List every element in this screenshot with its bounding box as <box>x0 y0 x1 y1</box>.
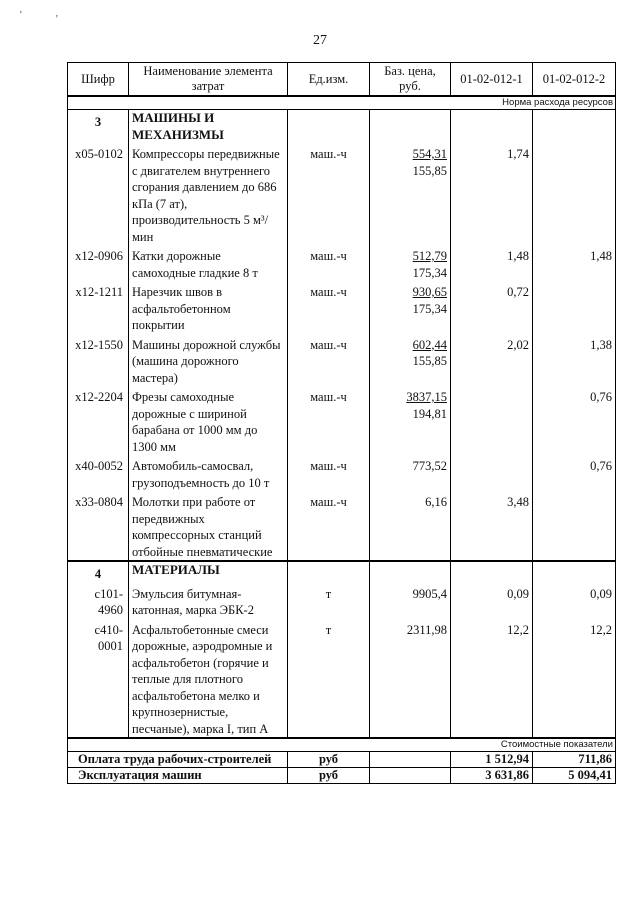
summary-value-col2: 711,86 <box>533 752 616 768</box>
row-value-col2 <box>533 143 616 245</box>
row-code: с410-0001 <box>68 619 129 739</box>
row-name: Автомобиль-самосвал, грузоподъемность до 10 т <box>129 455 288 491</box>
summary-row <box>68 752 616 768</box>
row-value-col1: 12,2 <box>451 619 533 739</box>
row-value-col2: 1,48 <box>533 245 616 281</box>
empty-cell <box>288 561 370 583</box>
row-name: Нарезчик швов в асфальтобетонном покрытии <box>129 281 288 334</box>
table-row <box>68 583 616 619</box>
section-title: МАШИНЫ И МЕХАНИЗМЫ <box>129 110 288 144</box>
section-number: 4 <box>68 561 129 583</box>
table-header-row <box>68 63 616 97</box>
row-name: Фрезы самоходные дорожные с шириной барабана от 1000 мм до 1300 мм <box>129 386 288 455</box>
row-price: 2311,98 <box>406 622 447 637</box>
summary-value-col1: 1 512,94 <box>451 752 533 768</box>
summary-unit: руб <box>288 768 370 784</box>
page-number: 27 <box>313 33 327 48</box>
table-row <box>68 143 616 245</box>
row-value-col1: 0,09 <box>451 583 533 619</box>
row-price-secondary: 175,34 <box>412 265 447 280</box>
row-code: х05-0102 <box>68 143 129 245</box>
row-value-col1 <box>451 386 533 455</box>
cost-caption-row <box>68 738 616 752</box>
row-name: Катки дорожные самоходные гладкие 8 т <box>129 245 288 281</box>
header-col1: 01-02-012-1 <box>451 63 533 97</box>
row-value-col1: 0,72 <box>451 281 533 334</box>
row-value-col2: 0,09 <box>533 583 616 619</box>
table-row <box>68 386 616 455</box>
empty-cell <box>370 110 451 144</box>
table-row <box>68 491 616 561</box>
summary-value-col2: 5 094,41 <box>533 768 616 784</box>
corner-mark: ' <box>56 14 58 25</box>
table-row <box>68 455 616 491</box>
row-code: х12-1211 <box>68 281 129 334</box>
resource-table <box>67 62 616 784</box>
row-price-secondary: 194,81 <box>412 406 447 421</box>
row-price: 6,16 <box>425 495 447 509</box>
cost-caption: Стоимостные показатели <box>68 738 616 752</box>
row-name: Машины дорожной службы (машина дорожного мастера) <box>129 334 288 387</box>
corner-mark: ' <box>20 10 22 21</box>
row-code: х33-0804 <box>68 491 129 561</box>
row-code: х40-0052 <box>68 455 129 491</box>
price-cell <box>370 583 451 619</box>
table-row <box>68 245 616 281</box>
row-code: с101-4960 <box>68 583 129 619</box>
price-cell <box>370 143 451 245</box>
row-code: х12-1550 <box>68 334 129 387</box>
empty-cell <box>533 110 616 144</box>
row-code: х12-0906 <box>68 245 129 281</box>
header-price: Баз. цена, руб. <box>370 63 451 97</box>
header-unit: Ед.изм. <box>288 63 370 97</box>
section-header-row <box>68 110 616 144</box>
empty-cell <box>370 752 451 768</box>
row-unit: маш.-ч <box>288 386 370 455</box>
row-unit: маш.-ч <box>288 334 370 387</box>
section-title: МАТЕРИАЛЫ <box>129 561 288 583</box>
summary-label: Эксплуатация машин <box>68 768 288 784</box>
empty-cell <box>451 110 533 144</box>
row-price: 9905,4 <box>412 586 447 601</box>
row-unit: маш.-ч <box>288 455 370 491</box>
row-value-col2: 0,76 <box>533 386 616 455</box>
row-unit: т <box>288 583 370 619</box>
norm-caption: Норма расхода ресурсов <box>68 96 616 110</box>
row-price: 602,44 <box>412 337 447 352</box>
row-value-col2: 0,76 <box>533 455 616 491</box>
row-value-col2: 1,38 <box>533 334 616 387</box>
row-unit: маш.-ч <box>288 143 370 245</box>
row-value-col1 <box>451 455 533 491</box>
section-number: 3 <box>68 110 129 144</box>
row-value-col2: 12,2 <box>533 619 616 739</box>
row-value-col1: 2,02 <box>451 334 533 387</box>
row-price: 3837,15 <box>406 390 447 404</box>
row-price: 930,65 <box>412 285 447 299</box>
price-cell <box>370 386 451 455</box>
summary-value-col1: 3 631,86 <box>451 768 533 784</box>
row-price: 554,31 <box>412 147 447 161</box>
norm-caption-row <box>68 96 616 110</box>
price-cell <box>370 334 451 387</box>
row-value-col2 <box>533 281 616 334</box>
row-value-col1: 1,74 <box>451 143 533 245</box>
summary-row <box>68 768 616 784</box>
row-unit: маш.-ч <box>288 491 370 561</box>
header-col2: 01-02-012-2 <box>533 63 616 97</box>
header-name: Наименование элемента затрат <box>129 63 288 97</box>
row-price-secondary: 175,34 <box>412 301 447 316</box>
row-unit: маш.-ч <box>288 281 370 334</box>
table-row <box>68 281 616 334</box>
summary-label: Оплата труда рабочих-строителей <box>68 752 288 768</box>
empty-cell <box>451 561 533 583</box>
row-value-col1: 3,48 <box>451 491 533 561</box>
price-cell <box>370 619 451 739</box>
row-unit: т <box>288 619 370 739</box>
row-value-col1: 1,48 <box>451 245 533 281</box>
header-code: Шифр <box>68 63 129 97</box>
row-price-secondary: 155,85 <box>412 163 447 178</box>
price-cell <box>370 491 451 561</box>
section-header-row <box>68 561 616 583</box>
row-name: Молотки при работе от передвижных компрессорных станций отбойные пневматические <box>129 491 288 561</box>
empty-cell <box>533 561 616 583</box>
row-name: Асфальтобетонные смеси дорожные, аэродромные и асфальтобетон (горячие и теплые для плотного асфальтобетона мелко и крупнозернистые, песчаные), марка I, тип А <box>129 619 288 739</box>
row-price: 773,52 <box>412 459 447 473</box>
table-row <box>68 334 616 387</box>
row-unit: маш.-ч <box>288 245 370 281</box>
row-value-col2 <box>533 491 616 561</box>
empty-cell <box>288 110 370 144</box>
empty-cell <box>370 561 451 583</box>
row-code: х12-2204 <box>68 386 129 455</box>
summary-unit: руб <box>288 752 370 768</box>
price-cell <box>370 281 451 334</box>
row-price-secondary: 155,85 <box>412 354 447 368</box>
price-cell <box>370 455 451 491</box>
table-row <box>68 619 616 739</box>
row-name: Эмульсия битумная-катонная, марка ЭБК-2 <box>129 583 288 619</box>
empty-cell <box>370 768 451 784</box>
row-name: Компрессоры передвижные с двигателем внутреннего сгорания давлением до 686 кПа (7 ат), производительность 5 м³/мин <box>129 143 288 245</box>
price-cell <box>370 245 451 281</box>
row-price: 512,79 <box>412 249 447 263</box>
